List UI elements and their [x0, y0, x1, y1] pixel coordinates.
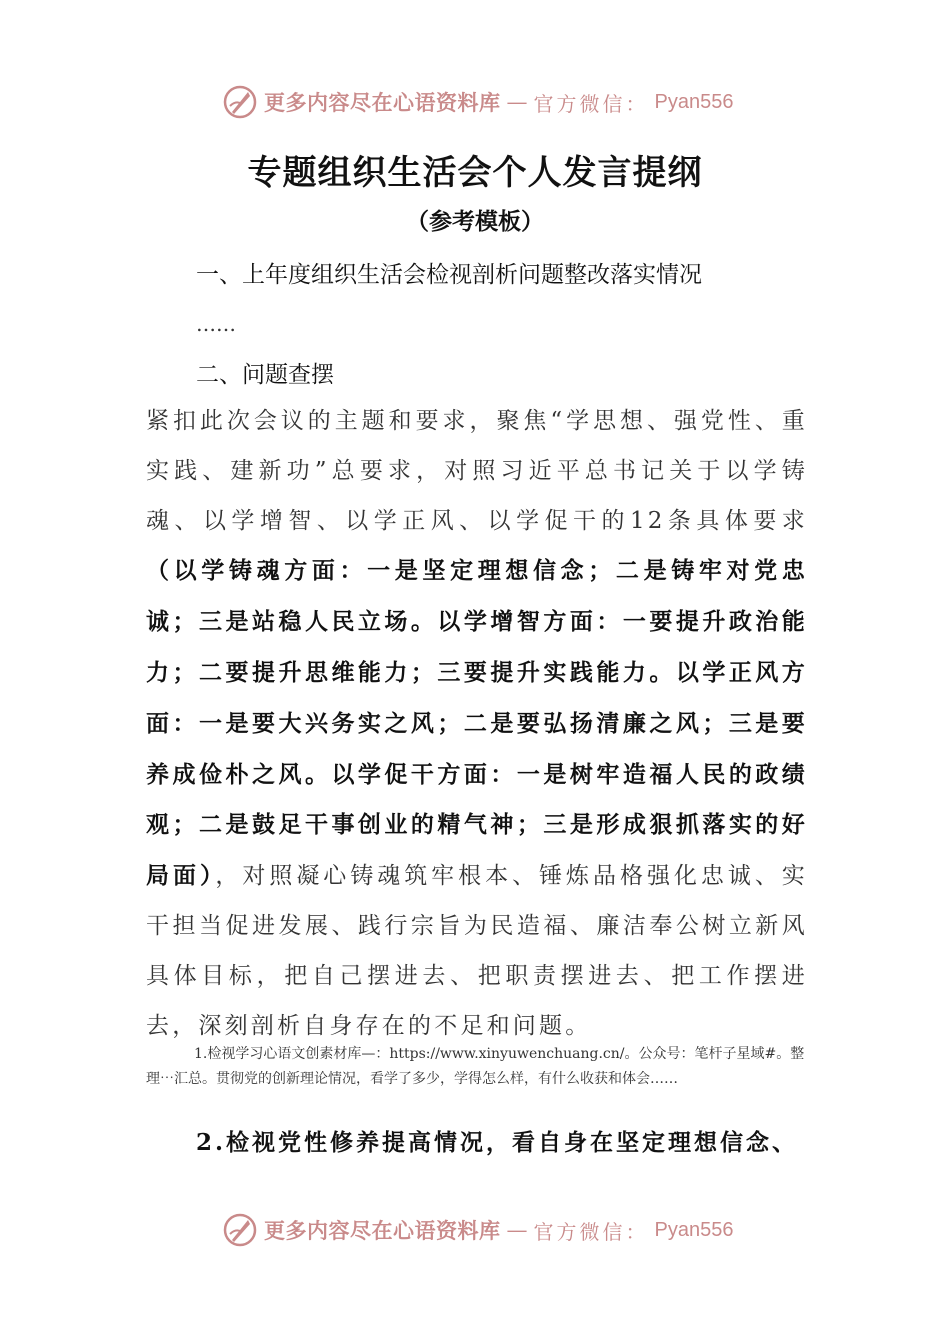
watermark-banner-top — [222, 82, 742, 122]
document-subtitle: （参考模板） — [406, 208, 544, 235]
watermark-banner-bottom — [222, 1210, 742, 1250]
item2-heading: 2.检视党性修养提高情况，看自身在坚定理想信念、 — [196, 1129, 799, 1156]
watermark-text: 更多内容尽在心语资料库 — [264, 90, 501, 115]
quill-logo-icon — [222, 1212, 258, 1248]
section1-ellipsis: …… — [196, 312, 236, 336]
body-bold-requirements: （以学铸魂方面：一是坚定理想信念；二是铸牢对党忠诚；三是站稳人民立场。以学增智方面：一要提升政治能力；二要提升思维能力；三要提升实践能力。以学正风方面：一是要大兴务实之风；二是要弘扬清廉之风；三是要养成俭朴之风。以学促干方面：一是树牢造福人民的政绩观；二是鼓足干事创业的精气神；三是形成狠抓落实的好局面） — [146, 557, 808, 890]
quill-logo-icon — [222, 84, 258, 120]
watermark-wechat-label: 官方微信： — [533, 91, 649, 116]
watermark-wechat-id: Pyan556 — [654, 1218, 734, 1241]
watermark-text: 更多内容尽在心语资料库 — [264, 1218, 501, 1243]
footnote-text: 1.检视学习心语文创素材库—：https://www.xinyuwenchuang.cn/。公众号：笔杆子星域#。整理⋯汇总。贯彻党的创新理论情况，看学了多少，学得怎么样，有什么收获和体会…… — [146, 1046, 805, 1087]
body-intro-text: 紧扣此次会议的主题和要求，聚焦“学思想、强党性、重实践、建新功”总要求，对照习近平总书记关于以学铸魂、以学增智、以学正风、以学促干的12条具体要求 — [146, 408, 808, 534]
watermark-separator: — — [506, 1218, 528, 1242]
document-title: 专题组织生活会个人发言提纲 — [247, 153, 703, 193]
watermark-wechat-id: Pyan556 — [654, 90, 734, 113]
body-paragraph — [146, 397, 808, 1051]
section1-heading: 一、上年度组织生活会检视剖析问题整改落实情况 — [196, 262, 702, 288]
body-outro-text: ，对照凝心铸魂筑牢根本、锤炼品格强化忠诚、实干担当促进发展、践行宗旨为民造福、廉洁奉公树立新风具体目标，把自己摆进去、把职责摆进去、把工作摆进去，深刻剖析自身存在的不足和问题。 — [146, 863, 808, 1039]
watermark-separator: — — [506, 90, 528, 114]
section2-heading: 二、问题查摆 — [196, 362, 334, 388]
watermark-wechat-label: 官方微信： — [533, 1219, 649, 1244]
